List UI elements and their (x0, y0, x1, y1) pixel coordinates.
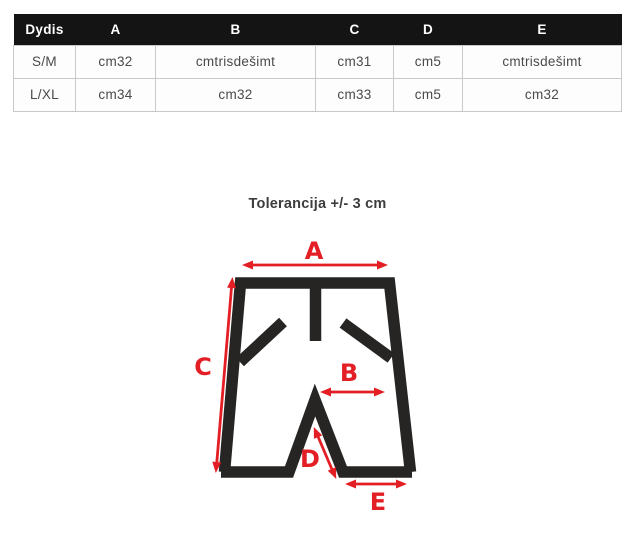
value-cell: cm33 (316, 78, 394, 111)
header-cell-dydis: Dydis (14, 14, 76, 45)
header-cell-a: A (76, 14, 156, 45)
value-cell: cm32 (463, 78, 622, 111)
size-cell: S/M (14, 45, 76, 78)
arrow-a-left-head (242, 261, 253, 270)
header-cell-d: D (394, 14, 463, 45)
value-cell: cmtrisdešimt (463, 45, 622, 78)
header-row (14, 14, 622, 45)
label-a: A (304, 237, 324, 265)
label-d: D (300, 445, 320, 473)
shorts-measurement-diagram (185, 233, 425, 523)
size-table-header (14, 14, 622, 45)
left-pocket-line (240, 322, 283, 362)
arrow-e-right-head (396, 480, 407, 489)
right-pocket-line (343, 323, 391, 358)
arrow-a-right-head (377, 261, 388, 270)
header-cell-b: B (156, 14, 316, 45)
arrow-b-right-head (374, 388, 385, 397)
value-cell: cm31 (316, 45, 394, 78)
label-c: C (194, 353, 212, 381)
table-row (14, 45, 622, 78)
table-row (14, 78, 622, 111)
value-cell: cmtrisdešimt (156, 45, 316, 78)
arrow-e-left-head (345, 480, 356, 489)
header-cell-c: C (316, 14, 394, 45)
size-table (13, 14, 622, 112)
label-b: B (339, 359, 359, 387)
value-cell: cm32 (76, 45, 156, 78)
value-cell: cm5 (394, 45, 463, 78)
arrow-b-left-head (320, 388, 331, 397)
value-cell: cm5 (394, 78, 463, 111)
size-cell: L/XL (14, 78, 76, 111)
label-e: E (369, 488, 387, 516)
header-cell-e: E (463, 14, 622, 45)
value-cell: cm32 (156, 78, 316, 111)
tolerance-note: Tolerancija +/- 3 cm (248, 196, 387, 212)
value-cell: cm34 (76, 78, 156, 111)
